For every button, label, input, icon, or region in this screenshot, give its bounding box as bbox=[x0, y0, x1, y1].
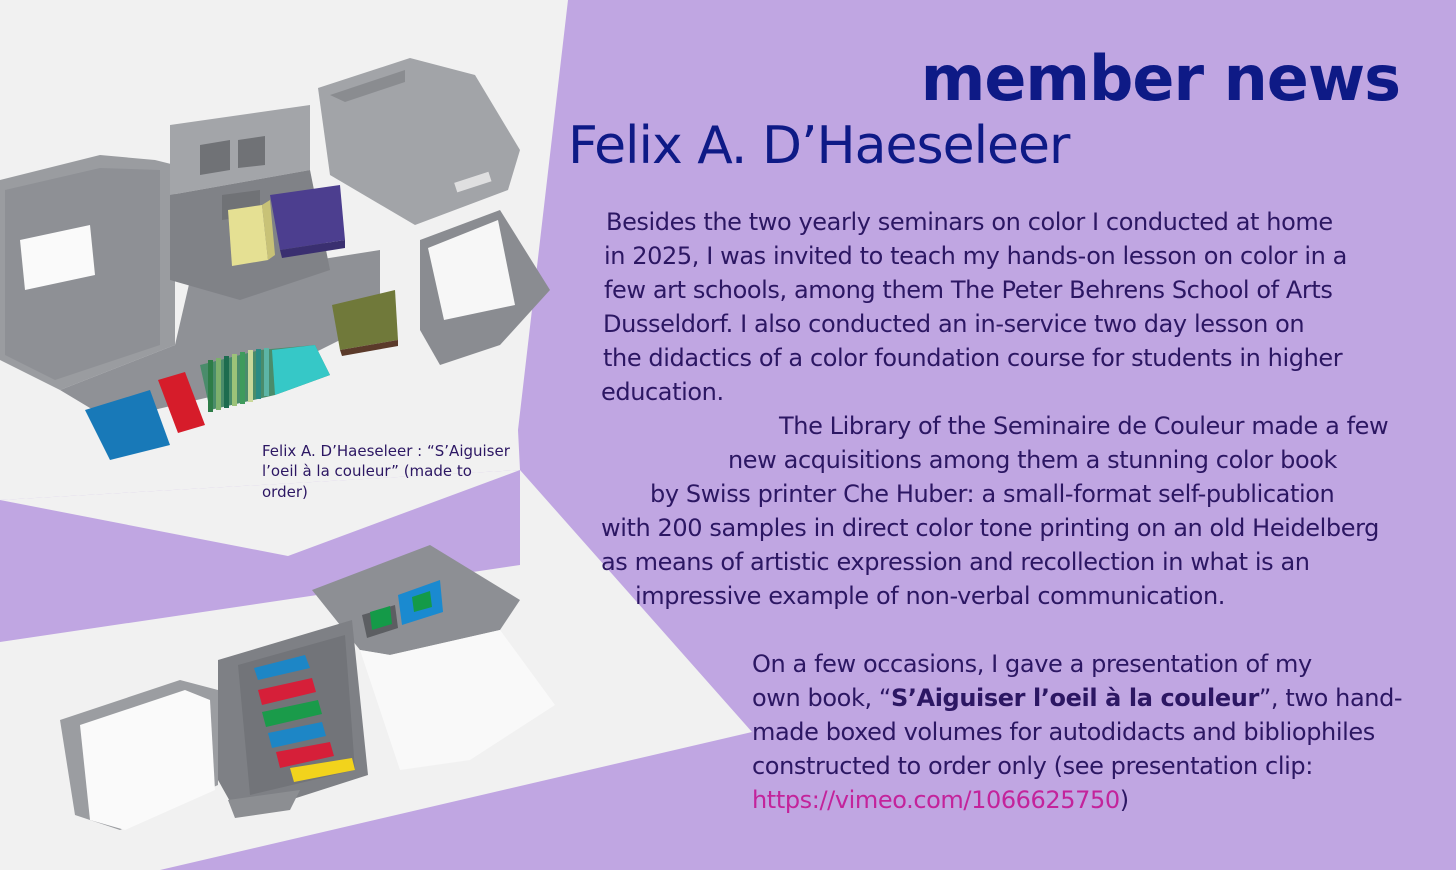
caption-line: Felix A. D’Haeseleer : “S’Aiguiser bbox=[262, 442, 510, 460]
image-caption bbox=[262, 441, 512, 502]
paragraph1-line: in 2025, I was invited to teach my hands-on lesson on color in a bbox=[604, 242, 1347, 270]
paragraph2-line: The Library of the Seminaire de Couleur made a few bbox=[779, 412, 1389, 440]
vimeo-link[interactable]: https://vimeo.com/1066625750 bbox=[752, 786, 1120, 814]
paragraph1-line: education. bbox=[601, 378, 724, 406]
paragraph3-text: own book, “ bbox=[752, 684, 891, 712]
paragraph3-line: constructed to order only (see presentation clip: bbox=[752, 752, 1313, 780]
paragraph1-line: Besides the two yearly seminars on color I conducted at home bbox=[606, 208, 1333, 236]
paragraph1-line: few art schools, among them The Peter Behrens School of Arts bbox=[604, 276, 1333, 304]
paragraph2-line: impressive example of non-verbal communication. bbox=[635, 582, 1225, 610]
paragraph1-line: Dusseldorf. I also conducted an in-service two day lesson on bbox=[603, 310, 1305, 338]
paragraph2-line: with 200 samples in direct color tone printing on an old Heidelberg bbox=[601, 514, 1379, 542]
paragraph2-line: as means of artistic expression and recollection in what is an bbox=[601, 548, 1310, 576]
paragraph3-line bbox=[752, 786, 1129, 815]
paragraph2-line: new acquisitions among them a stunning color book bbox=[728, 446, 1338, 474]
paragraph2-line: by Swiss printer Che Huber: a small-format self-publication bbox=[650, 480, 1335, 508]
page-title: member news bbox=[920, 42, 1400, 115]
paragraph3-line bbox=[752, 684, 1402, 713]
paragraph3-text: ) bbox=[1119, 786, 1129, 814]
caption-line: order) bbox=[262, 482, 308, 501]
paragraph3-line: made boxed volumes for autodidacts and bibliophiles bbox=[752, 718, 1375, 746]
caption-line: l’oeil à la couleur” (made to bbox=[262, 462, 472, 481]
member-name-heading: Felix A. D’Haeseleer bbox=[568, 116, 1070, 176]
paragraph3-line: On a few occasions, I gave a presentation of my bbox=[752, 650, 1312, 678]
paragraph1-line: the didactics of a color foundation course for students in higher bbox=[603, 344, 1343, 372]
book-title: S’Aiguiser l’oeil à la couleur bbox=[890, 684, 1259, 712]
paragraph3-text: ”, two hand- bbox=[1258, 684, 1403, 712]
